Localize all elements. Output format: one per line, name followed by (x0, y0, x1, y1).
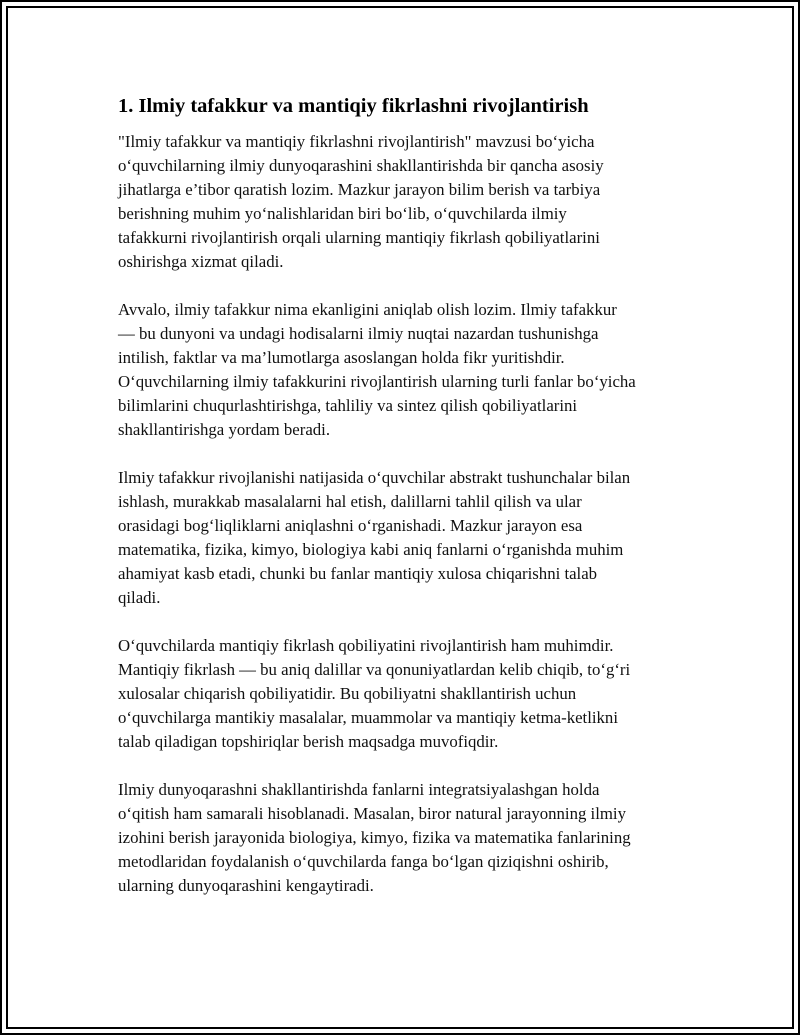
paragraph-line: Avvalo, ilmiy tafakkur nima ekanligini aniqlab olish lozim. Ilmiy tafakkur (118, 300, 617, 319)
body-paragraph (118, 130, 693, 274)
paragraph-line: O‘quvchilarda mantiqiy fikrlash qobiliyatini rivojlantirish ham muhimdir. (118, 636, 614, 655)
paragraph-line: bilimlarini chuqurlashtirishga, tahliliy va sintez qilish qobiliyatlarini (118, 396, 578, 415)
paragraph-line: ishlash, murakkab masalalarni hal etish, dalillarni tahlil qilish va ular (118, 492, 582, 511)
paragraph-line: Ilmiy tafakkur rivojlanishi natijasida o‘quvchilar abstrakt tushunchalar bilan (118, 468, 631, 487)
document-body (118, 92, 693, 922)
paragraph-line: O‘quvchilarning ilmiy tafakkurini rivojlantirish ularning turli fanlar bo‘yicha (118, 372, 636, 391)
paragraph-line: metodlaridan foydalanish o‘quvchilarda fanga bo‘lgan qiziqishni oshirib, (118, 852, 609, 871)
paragraph-line: jihatlarga e’tibor qaratish lozim. Mazkur jarayon bilim berish va tarbiya (118, 180, 601, 199)
paragraph-line: orasidagi bog‘liqliklarni aniqlashni o‘rganishadi. Mazkur jarayon esa (118, 516, 583, 535)
paragraph-line: o‘qitish ham samarali hisoblanadi. Masalan, biror natural jarayonning ilmiy (118, 804, 626, 823)
paragraph-line: tafakkurni rivojlantirish orqali ularning mantiqiy fikrlash qobiliyatlarini (118, 228, 600, 247)
paragraph-line: qiladi. (118, 588, 161, 607)
body-paragraph (118, 778, 693, 898)
body-paragraph (118, 634, 693, 754)
paragraph-line: o‘quvchilarga mantikiy masalalar, muammolar va mantiqiy ketma-ketlikni (118, 708, 618, 727)
section-heading: 1. Ilmiy tafakkur va mantiqiy fikrlashni rivojlantirish (118, 95, 589, 117)
body-paragraph (118, 466, 693, 610)
paragraph-line: "Ilmiy tafakkur va mantiqiy fikrlashni rivojlantirish" mavzusi bo‘yicha (118, 132, 595, 151)
paragraph-line: o‘quvchilarning ilmiy dunyoqarashini shakllantirishda bir qancha asosiy (118, 156, 604, 175)
paragraph-line: — bu dunyoni va undagi hodisalarni ilmiy nuqtai nazardan tushunishga (118, 324, 599, 343)
paragraph-line: Mantiqiy fikrlash — bu aniq dalillar va qonuniyatlardan kelib chiqib, to‘g‘ri (118, 660, 631, 679)
paragraph-line: matematika, fizika, kimyo, biologiya kabi aniq fanlarni o‘rganishda muhim (118, 540, 624, 559)
paragraph-list (118, 130, 693, 898)
paragraph-line: Ilmiy dunyoqarashni shakllantirishda fanlarni integratsiyalashgan holda (118, 780, 600, 799)
paragraph-line: berishning muhim yo‘nalishlaridan biri bo‘lib, o‘quvchilarda ilmiy (118, 204, 567, 223)
paragraph-line: intilish, faktlar va ma’lumotlarga asoslangan holda fikr yuritishdir. (118, 348, 565, 367)
paragraph-line: oshirishga xizmat qiladi. (118, 252, 284, 271)
paragraph-line: shakllantirishga yordam beradi. (118, 420, 331, 439)
paragraph-line: ahamiyat kasb etadi, chunki bu fanlar mantiqiy xulosa chiqarishni talab (118, 564, 598, 583)
paragraph-line: izohini berish jarayonida biologiya, kimyo, fizika va matematika fanlarining (118, 828, 631, 847)
paragraph-line: talab qiladigan topshiriqlar berish maqsadga muvofiqdir. (118, 732, 499, 751)
body-paragraph (118, 298, 693, 442)
paragraph-line: xulosalar chiqarish qobiliyatidir. Bu qobiliyatni shakllantirish uchun (118, 684, 577, 703)
paragraph-line: ularning dunyoqarashini kengaytiradi. (118, 876, 374, 895)
